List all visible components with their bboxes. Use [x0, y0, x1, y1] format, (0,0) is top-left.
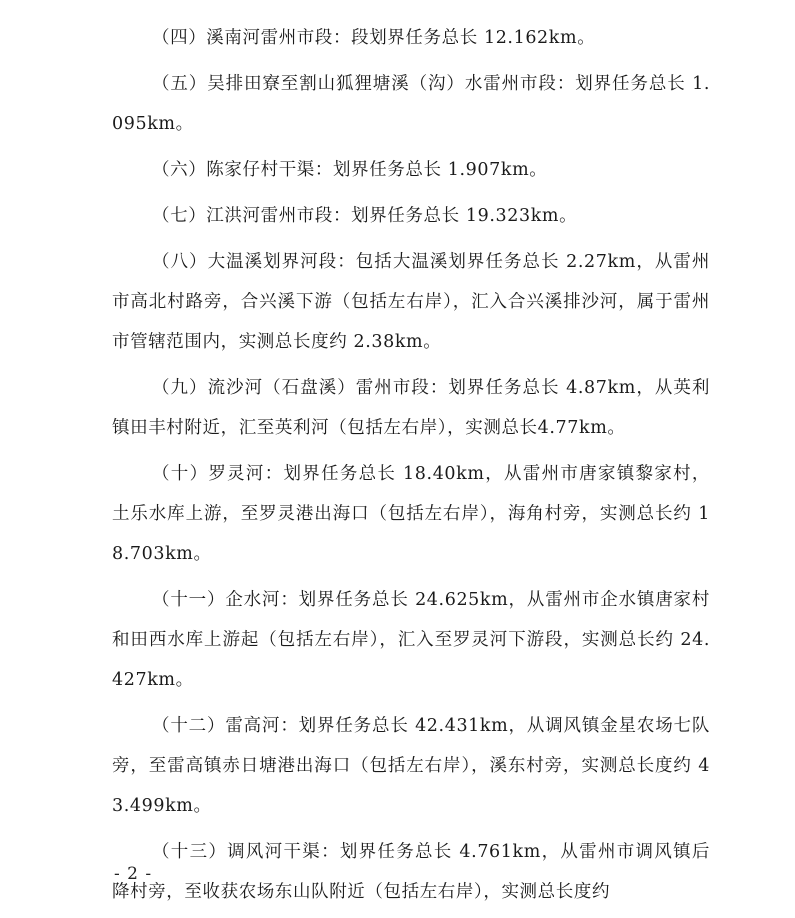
paragraph-section-6: （六）陈家仔村干渠：划界任务总长 1.907km。: [152, 160, 548, 180]
paragraph-section-7: （七）江洪河雷州市段：划界任务总长 19.323km。: [152, 206, 578, 226]
paragraph-section-11: （十一）企水河：划界任务总长 24.625km，从雷州市企水镇唐家村和田西水库上游起（包括左右岸），汇入至罗灵河下游段，实测总长约 24.427km。: [112, 590, 710, 690]
paragraph-section-9: （九）流沙河（石盘溪）雷州市段：划界任务总长 4.87km，从英利镇田丰村附近，汇至英利河（包括左右岸），实测总长4.77km。: [112, 378, 710, 438]
paragraph-section-13: （十三）调风河干渠：划界任务总长 4.761km，从雷州市调风镇后降村旁，至收获农场东山队附近（包括左右岸），实测总长度约: [112, 842, 710, 902]
paragraph-section-8: （八）大温溪划界河段：包括大温溪划界任务总长 2.27km，从雷州市高北村路旁，合兴溪下游（包括左右岸），汇入合兴溪排沙河，属于雷州市管辖范围内，实测总长度约 2.38km。: [112, 252, 710, 352]
paragraph-section-12: （十二）雷高河：划界任务总长 42.431km，从调风镇金星农场七队旁，至雷高镇赤日塘港出海口（包括左右岸），溪东村旁，实测总长度约 43.499km。: [112, 716, 710, 816]
document-body: [112, 18, 710, 918]
paragraph-section-4: （四）溪南河雷州市段：段划界任务总长 12.162km。: [152, 28, 596, 48]
paragraph-section-10: （十）罗灵河：划界任务总长 18.40km，从雷州市唐家镇黎家村，土乐水库上游，至罗灵港出海口（包括左右岸），海角村旁，实测总长约 18.703km。: [112, 464, 710, 564]
page-number: - 2 -: [114, 864, 153, 884]
paragraph-section-5: （五）吴排田寮至割山狐狸塘溪（沟）水雷州市段：划界任务总长 1.095km。: [112, 74, 710, 134]
